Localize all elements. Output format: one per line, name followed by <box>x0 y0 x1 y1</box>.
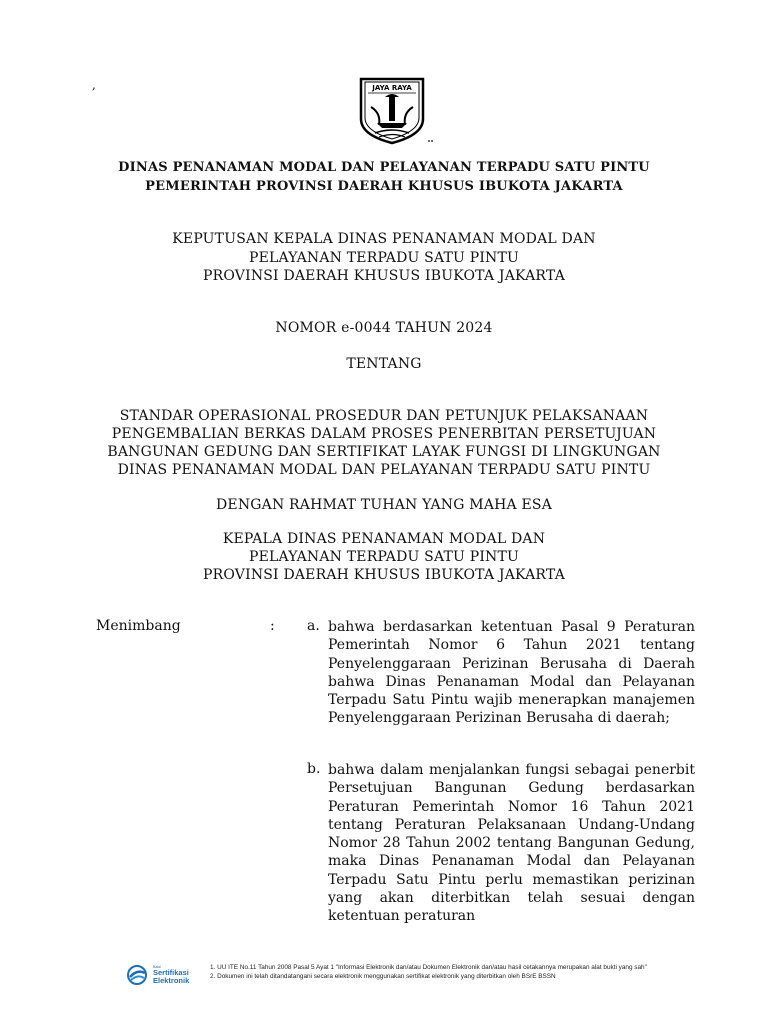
seal-banner-text: JAYA RAYA <box>372 84 412 92</box>
decision-title-line1: KEPUTUSAN KEPALA DINAS PENANAMAN MODAL DAN <box>172 231 596 247</box>
bsre-line1: Sertifikasi <box>153 968 189 977</box>
subject-line2: PENGEMBALIAN BERKAS DALAM PROSES PENERBITAN PERSETUJUAN <box>111 426 657 442</box>
jakarta-seal-logo <box>357 73 433 145</box>
subject-line1: STANDAR OPERASIONAL PROSEDUR DAN PETUNJUK PELAKSANAAN <box>119 408 649 424</box>
footer-note-2: 2. Dokumen ini telah ditandatangani secara elektronik menggunakan sertifikat elektronik yang diterbitkan oleh BSrE BSSN <box>210 973 556 980</box>
decision-title-line3: PROVINSI DAERAH KHUSUS IBUKOTA JAKARTA <box>202 268 566 284</box>
subject-line4: DINAS PENANAMAN MODAL DAN PELAYANAN TERPADU SATU PINTU <box>117 462 651 478</box>
bsre-line2: Elektronik <box>153 976 190 985</box>
item-a-letter: a. <box>307 618 320 634</box>
considering-colon: : <box>270 618 275 634</box>
head-of-office-line3: PROVINSI DAERAH KHUSUS IBUKOTA JAKARTA <box>202 567 566 583</box>
footer-note-1: 1. UU ITE No.11 Tahun 2008 Pasal 5 Ayat 1 "Informasi Elektronik dan/atau Dokumen Elektronik dan/atau hasil cetakannya merupakan alat bukti yang sah" <box>210 964 647 971</box>
head-of-office-line1: KEPALA DINAS PENANAMAN MODAL DAN <box>222 531 546 547</box>
footer-notes <box>210 963 647 981</box>
institution-header-line1: DINAS PENANAMAN MODAL DAN PELAYANAN TERPADU SATU PINTU <box>118 160 650 175</box>
bsre-small-text: Balai <box>153 965 161 969</box>
stray-mark: , <box>92 78 96 92</box>
subject-line3: BANGUNAN GEDUNG DAN SERTIFIKAT LAYAK FUNGSI DI LINGKUNGAN <box>107 444 661 460</box>
institution-header-line2: PEMERINTAH PROVINSI DAERAH KHUSUS IBUKOTA JAKARTA <box>145 179 623 194</box>
considering-label: Menimbang <box>96 618 181 634</box>
head-of-office-line2: PELAYANAN TERPADU SATU PINTU <box>248 549 520 565</box>
bsre-logo <box>125 963 205 987</box>
item-b-text: bahwa dalam menjalankan fungsi sebagai penerbit Persetujuan Bangunan Gedung berdasarkan Peraturan Pemerintah Nomor 16 Tahun 2021 tentang Peraturan Pelaksanaan Undang-Undang Nomor 28 Tahun 2002 tentang Bangunan Gedung, maka Dinas Penanaman Modal dan Pelayanan Terpadu Satu Pintu perlu memastikan perizinan yang akan diterbitkan telah sesuai dengan ketentuan peraturan <box>328 762 695 925</box>
item-a-text: bahwa berdasarkan ketentuan Pasal 9 Peraturan Pemerintah Nomor 6 Tahun 2021 tentang Penyelenggaraan Perizinan Berusaha di Daerah bahwa Dinas Penanaman Modal dan Pelayanan Terpadu Satu Pintu wajib menerapkan manajemen Penyelenggaraan Perizinan Berusaha di daerah; <box>328 619 695 727</box>
decision-title-line2: PELAYANAN TERPADU SATU PINTU <box>248 250 520 266</box>
decision-number: NOMOR e-0044 TAHUN 2024 <box>275 320 493 336</box>
about-heading: TENTANG <box>346 356 422 372</box>
blessing-line: DENGAN RAHMAT TUHAN YANG MAHA ESA <box>215 497 553 513</box>
item-b-letter: b. <box>307 761 321 777</box>
